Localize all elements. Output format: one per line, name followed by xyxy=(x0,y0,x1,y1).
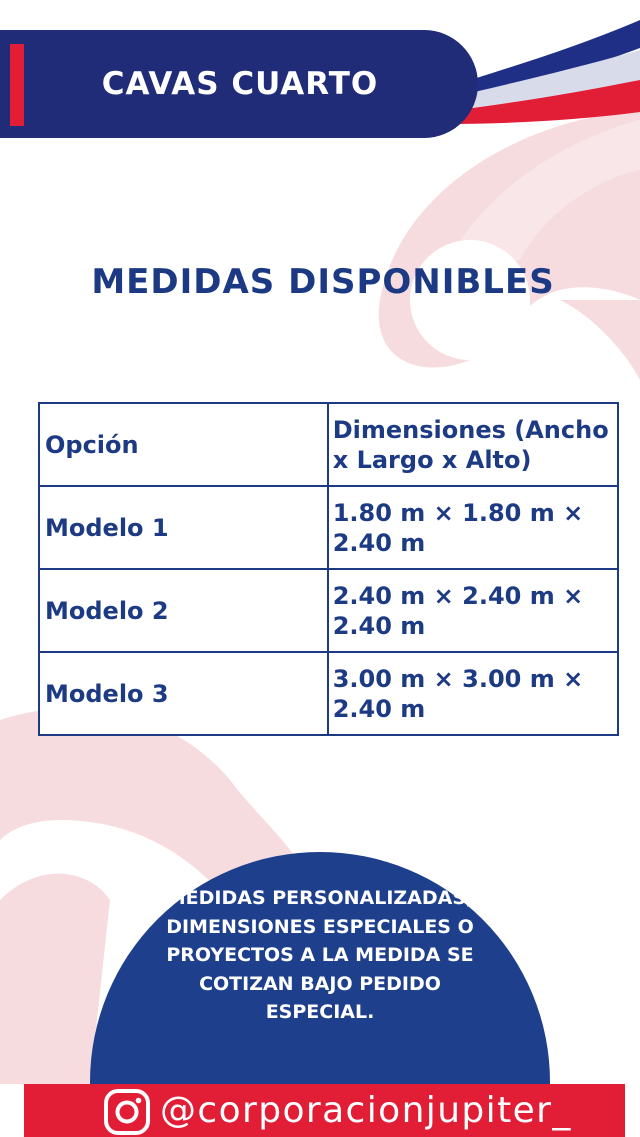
table-cell-option: Modelo 3 xyxy=(39,652,328,735)
table-row xyxy=(39,486,618,569)
social-handle-link[interactable]: @corporacionjupiter_ xyxy=(160,1090,572,1131)
table-row xyxy=(39,569,618,652)
table-cell-option: Modelo 1 xyxy=(39,486,328,569)
table-cell-dimensions: 3.00 m × 3.00 m × 2.40 m xyxy=(328,652,618,735)
table-cell-dimensions: 1.80 m × 1.80 m × 2.40 m xyxy=(328,486,618,569)
section-title: MEDIDAS DISPONIBLES xyxy=(91,262,555,302)
table-header-cell: Opción xyxy=(39,403,328,486)
table-cell-dimensions: 2.40 m × 2.40 m × 2.40 m xyxy=(328,569,618,652)
dimensions-table xyxy=(38,402,619,736)
table-header-row xyxy=(39,403,618,486)
instagram-icon[interactable] xyxy=(103,1088,151,1136)
table-cell-option: Modelo 2 xyxy=(39,569,328,652)
table-header-cell: Dimensiones (Ancho x Largo x Alto) xyxy=(328,403,618,486)
custom-measures-note: MEDIDAS PERSONALIZADAS, DIMENSIONES ESPECIALES O PROYECTOS A LA MEDIDA SE COTIZAN BAJO PEDIDO ESPECIAL. xyxy=(166,887,474,1023)
page-title: CAVAS CUARTO xyxy=(101,66,379,102)
header-accent-bar xyxy=(10,44,24,126)
table-row xyxy=(39,652,618,735)
